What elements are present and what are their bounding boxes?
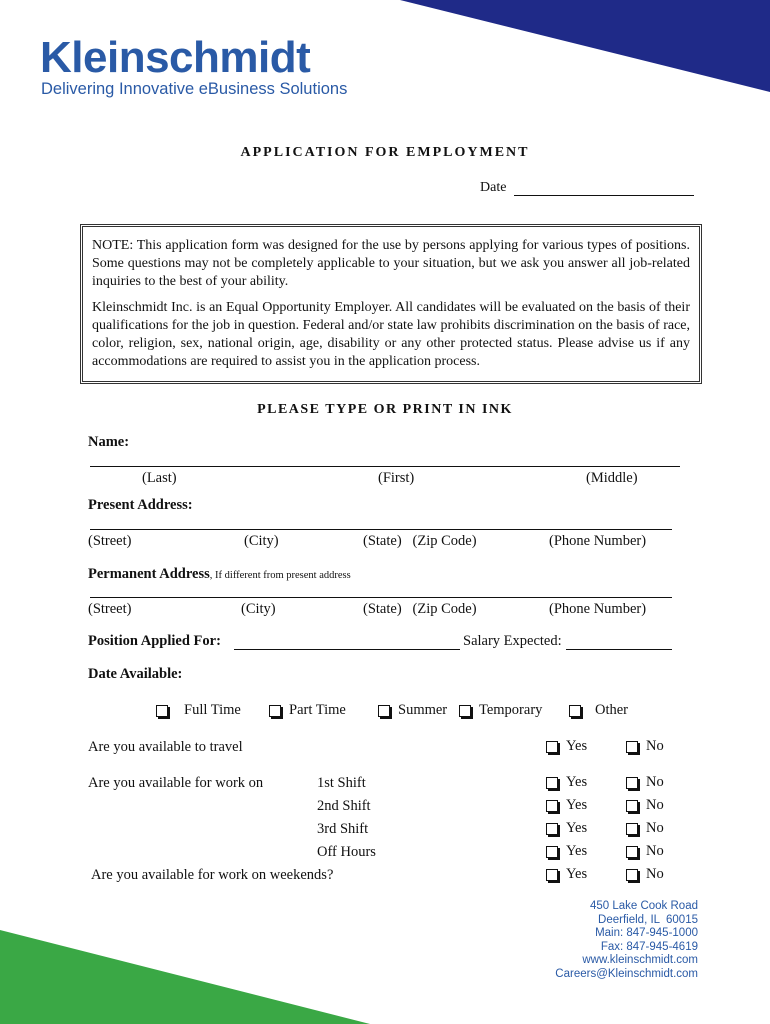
work-type-temporary[interactable] — [459, 702, 542, 719]
no-label: No — [646, 797, 664, 813]
name-middle-caption: (Middle) — [586, 470, 638, 486]
permanent-state-zip-caption: (State) (Zip Code) — [363, 601, 477, 617]
yes-label: Yes — [566, 774, 588, 790]
present-state-zip-caption: (State) (Zip Code) — [363, 533, 477, 549]
travel-no[interactable] — [626, 738, 664, 755]
contact-address: 450 Lake Cook Road — [589, 900, 698, 912]
no-label: No — [646, 738, 664, 754]
no-label: No — [646, 843, 664, 859]
contact-email-link[interactable]: Careers@Kleinschmidt.com — [555, 967, 698, 980]
name-last-caption: (Last) — [142, 470, 177, 486]
yes-label: Yes — [566, 797, 588, 813]
checkbox-icon[interactable] — [546, 741, 558, 753]
date-available-label: Date Available: — [88, 666, 183, 682]
shift2-no[interactable] — [626, 797, 664, 814]
work-on-question: Are you available for work on — [88, 775, 264, 791]
shift3-no[interactable] — [626, 820, 664, 837]
note-paragraph-2: Kleinschmidt Inc. is an Equal Opportunity Employer. All candidates will be evaluated on the basis of their qualifications for the job in question. Federal and/or state law prohibits discrimination on the basis of race, color, religion, sex, national origin, age, disability or any other protected status. Please advise us if any accommodations are required to assist you in the application process. — [92, 300, 690, 369]
shift2-yes[interactable] — [546, 797, 587, 814]
checkbox-icon[interactable] — [378, 705, 390, 717]
no-label: No — [646, 774, 664, 790]
contact-block — [555, 900, 698, 981]
weekends-yes[interactable] — [546, 866, 587, 883]
checkbox-icon[interactable] — [546, 800, 558, 812]
checkbox-icon[interactable] — [546, 823, 558, 835]
yes-label: Yes — [566, 866, 588, 882]
offhours-no[interactable] — [626, 843, 664, 860]
permanent-address-line[interactable] — [90, 597, 672, 598]
work-type-summer[interactable] — [378, 702, 447, 719]
note-box — [80, 224, 702, 384]
checkbox-icon[interactable] — [626, 823, 638, 835]
present-address-line[interactable] — [90, 529, 672, 530]
work-type-label: Summer — [398, 702, 448, 718]
checkbox-icon[interactable] — [546, 777, 558, 789]
salary-field[interactable] — [566, 649, 672, 650]
travel-yes[interactable] — [546, 738, 587, 755]
work-type-label: Full Time — [184, 702, 241, 718]
checkbox-icon[interactable] — [626, 869, 638, 881]
contact-website-link[interactable]: www.kleinschmidt.com — [582, 954, 698, 966]
weekends-question: Are you available for work on weekends? — [91, 867, 334, 883]
contact-city: Deerfield, IL 60015 — [598, 913, 698, 926]
checkbox-icon[interactable] — [626, 741, 638, 753]
checkbox-icon[interactable] — [156, 705, 168, 717]
company-logo: Kleinschmidt — [40, 33, 311, 82]
shift-label-off-hours: Off Hours — [317, 844, 376, 860]
permanent-phone-caption: (Phone Number) — [549, 601, 647, 617]
shift1-no[interactable] — [626, 774, 664, 791]
yes-label: Yes — [566, 820, 588, 836]
name-label: Name: — [88, 434, 130, 450]
shift-label-2nd: 2nd Shift — [317, 798, 371, 814]
offhours-yes[interactable] — [546, 843, 587, 860]
yes-label: Yes — [566, 738, 588, 754]
logo-tagline: Delivering Innovative eBusiness Solutions — [41, 80, 348, 98]
work-type-label: Part Time — [289, 702, 346, 718]
date-field[interactable] — [480, 180, 694, 196]
instruction-heading: PLEASE TYPE OR PRINT IN INK — [257, 402, 513, 417]
date-label: Date — [480, 180, 507, 195]
page-title: APPLICATION FOR EMPLOYMENT — [240, 145, 530, 160]
shift3-yes[interactable] — [546, 820, 587, 837]
present-address-label: Present Address: — [88, 497, 193, 513]
contact-fax: Fax: 847-945-4619 — [600, 940, 698, 953]
permanent-address-label: Permanent Address — [88, 566, 210, 582]
checkbox-icon[interactable] — [626, 846, 638, 858]
present-city-caption: (City) — [244, 533, 279, 549]
present-phone-caption: (Phone Number) — [549, 533, 647, 549]
checkbox-icon[interactable] — [626, 800, 638, 812]
shift1-yes[interactable] — [546, 774, 587, 791]
checkbox-icon[interactable] — [269, 705, 281, 717]
no-label: No — [646, 820, 664, 836]
shift-label-1st: 1st Shift — [317, 775, 366, 791]
work-type-label: Temporary — [479, 702, 543, 718]
work-type-part-time[interactable] — [269, 702, 346, 719]
checkbox-icon[interactable] — [569, 705, 581, 717]
name-first-caption: (First) — [378, 470, 415, 486]
contact-main-phone: Main: 847-945-1000 — [595, 927, 698, 939]
work-type-other[interactable] — [569, 702, 628, 719]
salary-label: Salary Expected: — [463, 633, 562, 649]
name-line[interactable] — [90, 466, 680, 467]
work-type-label: Other — [595, 702, 629, 718]
permanent-street-caption: (Street) — [88, 601, 132, 617]
position-label: Position Applied For: — [88, 633, 221, 649]
permanent-city-caption: (City) — [241, 601, 276, 617]
permanent-address-note: , If different from present address — [209, 570, 351, 581]
checkbox-icon[interactable] — [626, 777, 638, 789]
checkbox-icon[interactable] — [546, 846, 558, 858]
no-label: No — [646, 866, 664, 882]
travel-question: Are you available to travel — [88, 739, 243, 755]
permanent-address-label-group — [88, 565, 351, 583]
checkbox-icon[interactable] — [459, 705, 471, 717]
checkbox-icon[interactable] — [546, 869, 558, 881]
weekends-no[interactable] — [626, 866, 664, 883]
present-street-caption: (Street) — [88, 533, 132, 549]
work-type-full-time[interactable] — [156, 702, 241, 719]
note-paragraph-1: NOTE: This application form was designed for the use by persons applying for various types of positions. Some questions may not be completely applicable to your situation, but we ask you answer all job-related inquiries to the best of your ability. — [92, 238, 690, 289]
yes-label: Yes — [566, 843, 588, 859]
shift-label-3rd: 3rd Shift — [317, 821, 369, 837]
position-field[interactable] — [234, 649, 460, 650]
